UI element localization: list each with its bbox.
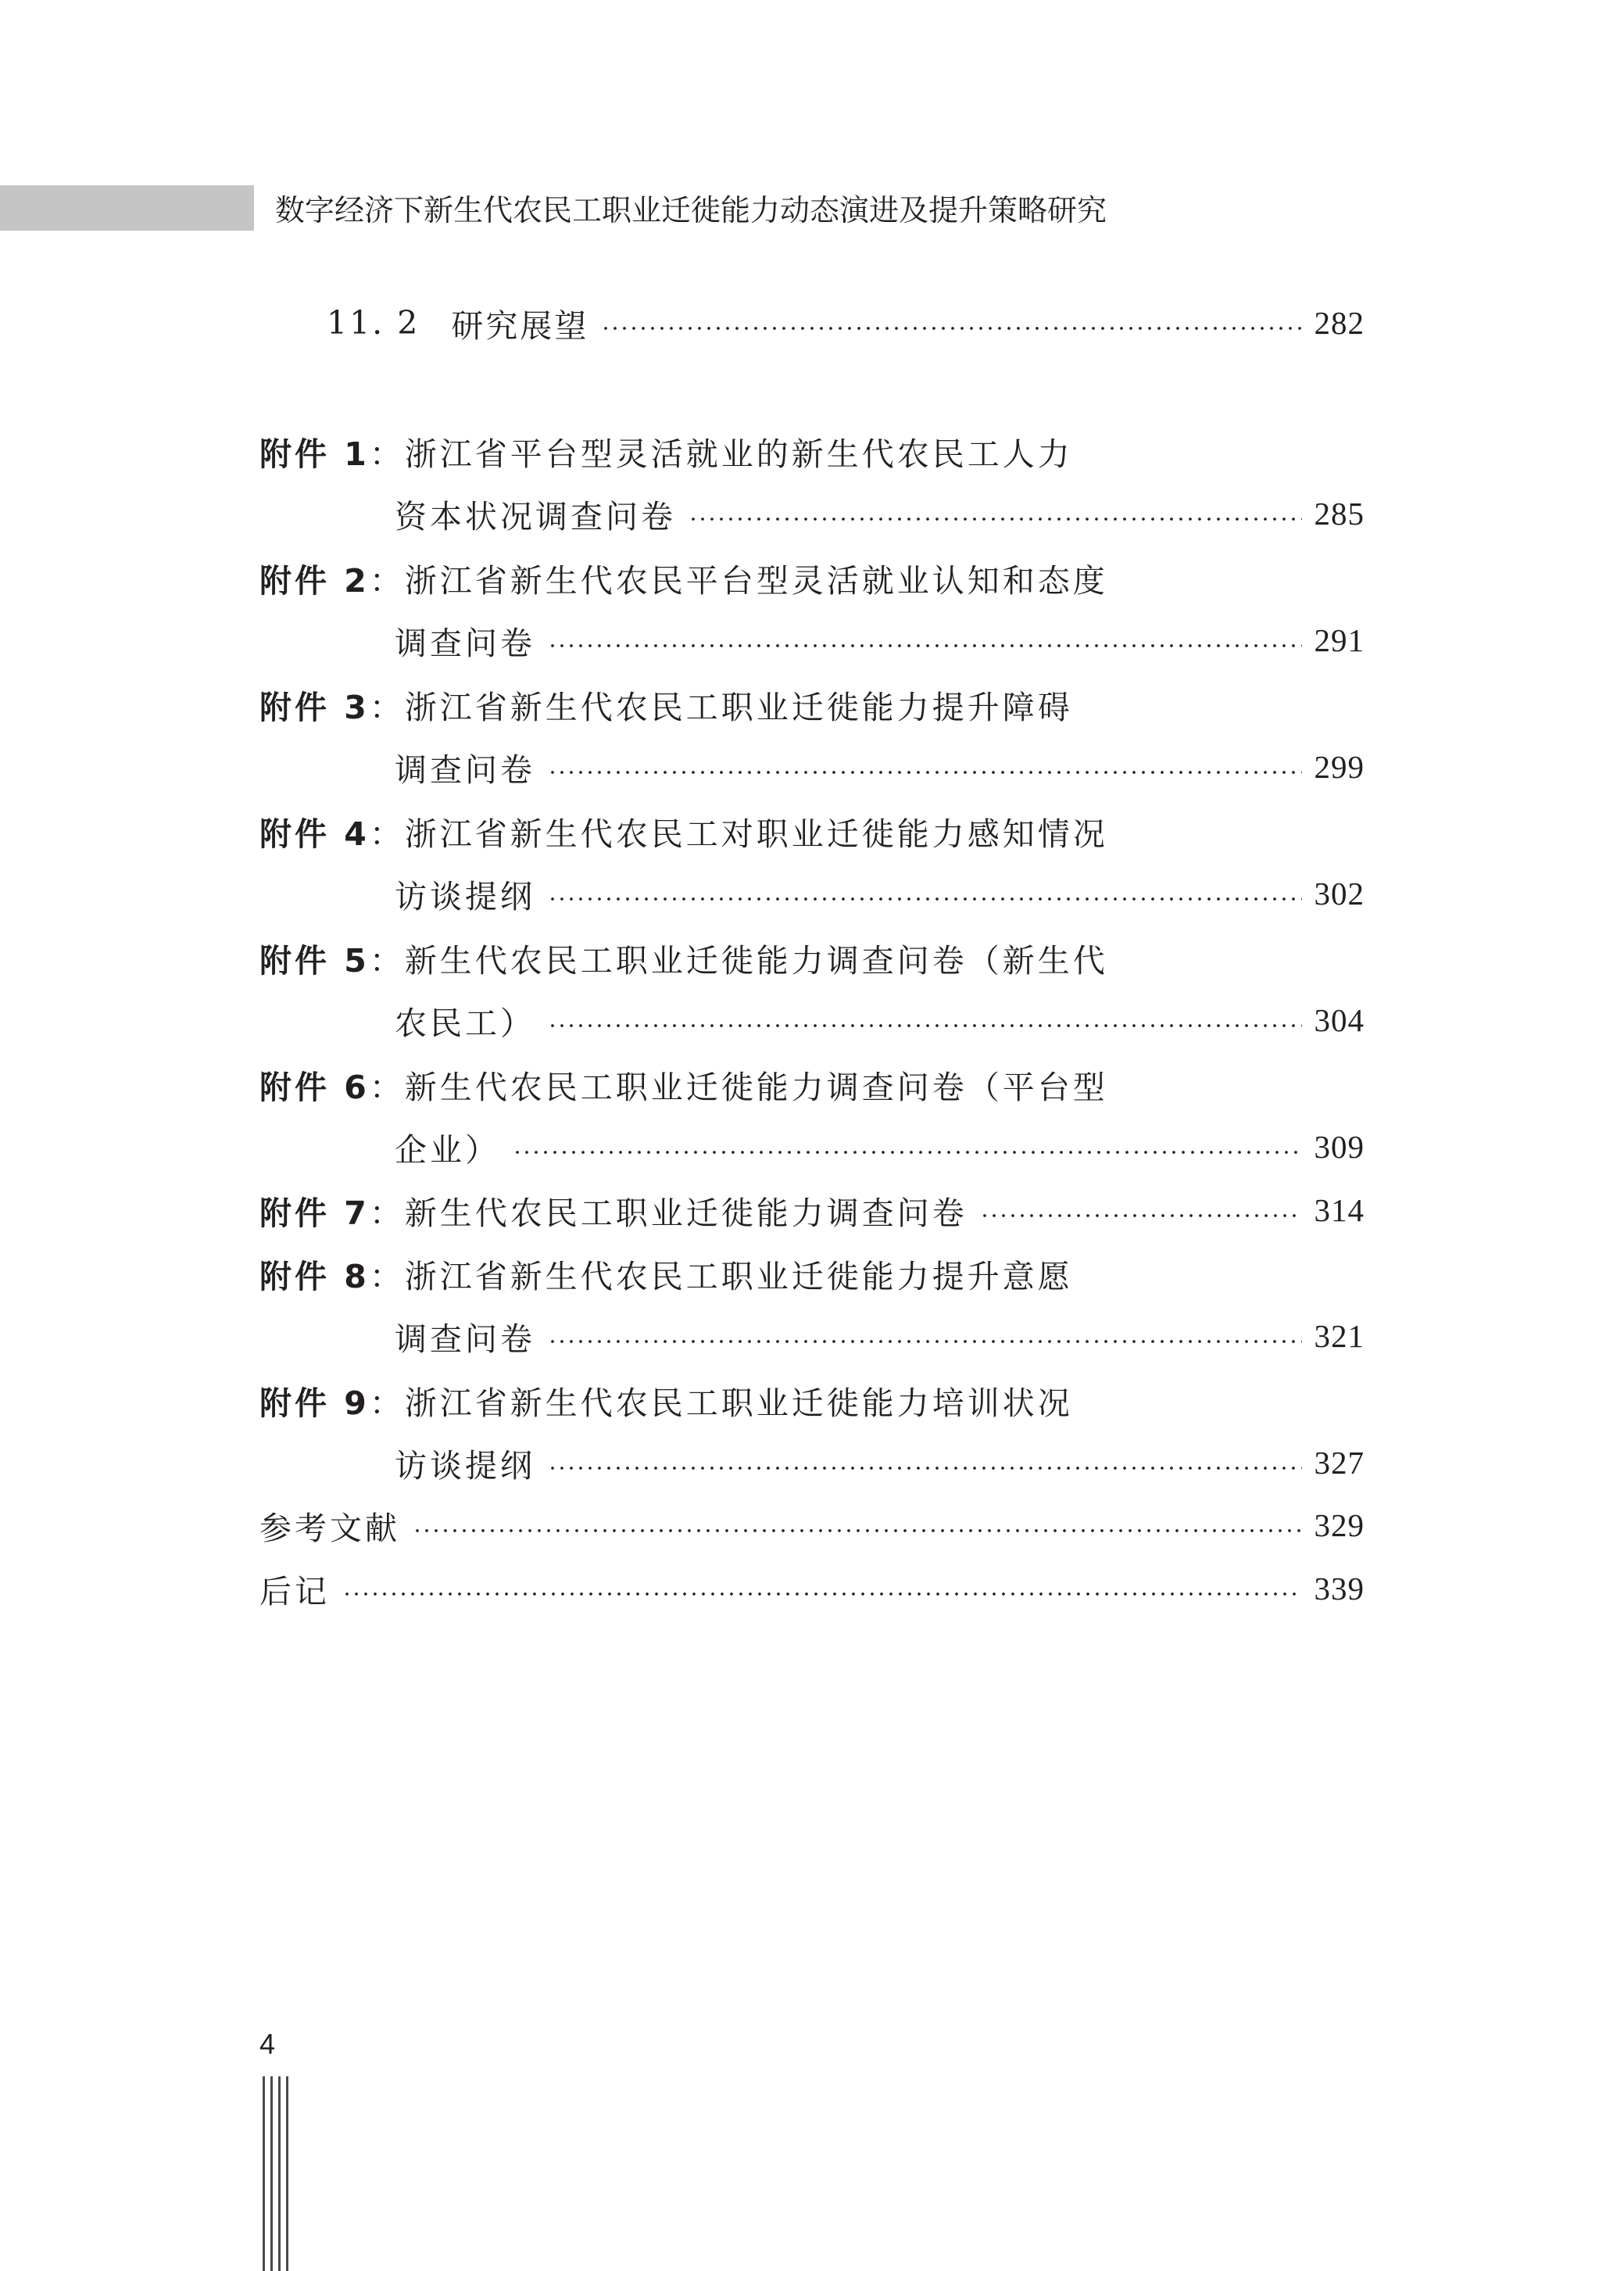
dot-leader [689, 517, 1302, 521]
toc-entry-appendix-5-line1[interactable] [259, 930, 1365, 985]
appendix-title: 新生代农民工职业迁徙能力调查问卷（新生代 [404, 941, 1108, 980]
section-number: 11. 2 [327, 304, 420, 342]
appendix-prefix: 附件 4： [259, 815, 405, 853]
appendix-title: 浙江省新生代农民工职业迁徙能力提升意愿 [404, 1257, 1073, 1295]
toc-entry-appendix-1-line1[interactable] [259, 424, 1365, 478]
dot-leader [548, 643, 1302, 648]
toc-entry-appendix-6-line1[interactable] [259, 1057, 1365, 1112]
page-folio-number: 4 [259, 2028, 276, 2060]
page-number: 304 [1314, 1002, 1365, 1038]
dot-leader [548, 1339, 1302, 1344]
appendix-title: 浙江省新生代农民平台型灵活就业认知和态度 [404, 561, 1108, 600]
appendix-title: 浙江省新生代农民工职业迁徙能力提升障碍 [404, 688, 1073, 726]
toc-entry-appendix-1-line2[interactable] [395, 486, 1365, 541]
appendix-prefix: 附件 9： [259, 1384, 405, 1422]
page-number: 291 [1314, 622, 1365, 658]
appendix-title: 浙江省新生代农民工对职业迁徙能力感知情况 [404, 815, 1108, 853]
page-number: 302 [1314, 876, 1365, 912]
toc-entry-appendix-8-line1[interactable] [259, 1246, 1365, 1301]
margin-rule [270, 2076, 273, 2271]
appendix-title-continued: 资本状况调查问卷 [395, 497, 676, 536]
appendix-title: 浙江省新生代农民工职业迁徙能力培训状况 [404, 1384, 1073, 1422]
toc-entry-section-11-2[interactable] [327, 296, 1365, 350]
dot-leader [413, 1528, 1302, 1533]
toc-entry-appendix-8-line2[interactable] [395, 1309, 1365, 1363]
appendix-title: 新生代农民工职业迁徙能力调查问卷 [404, 1194, 968, 1232]
appendix-title: 浙江省平台型灵活就业的新生代农民工人力 [404, 435, 1073, 473]
toc-entry-appendix-7[interactable] [259, 1183, 1365, 1238]
margin-rule [263, 2076, 265, 2271]
appendix-title: 新生代农民工职业迁徙能力调查问卷（平台型 [404, 1068, 1108, 1106]
section-title: 研究展望 [451, 306, 589, 345]
toc-entry-appendix-2-line1[interactable] [259, 550, 1365, 605]
page-number: 339 [1314, 1571, 1365, 1607]
toc-entry-appendix-6-line2[interactable] [395, 1119, 1365, 1174]
running-header-title: 数字经济下新生代农民工职业迁徙能力动态演进及提升策略研究 [275, 193, 1107, 227]
appendix-title-continued: 访谈提纲 [395, 1446, 535, 1485]
appendix-prefix: 附件 6： [259, 1068, 405, 1106]
page-number: 314 [1314, 1192, 1365, 1228]
margin-rule [286, 2076, 288, 2271]
appendix-title-continued: 调查问卷 [395, 750, 535, 789]
appendix-prefix: 附件 1： [259, 435, 405, 473]
page-number: 327 [1314, 1445, 1365, 1481]
toc-entry-appendix-2-line2[interactable] [395, 613, 1365, 668]
appendix-title-continued: 企业） [395, 1130, 500, 1169]
appendix-title-continued: 农民工） [395, 1004, 535, 1042]
toc-entry-appendix-3-line1[interactable] [259, 677, 1365, 732]
appendix-prefix: 附件 7： [259, 1194, 405, 1232]
dot-leader [548, 1466, 1302, 1470]
toc-entry-appendix-4-line2[interactable] [395, 866, 1365, 921]
appendix-prefix: 附件 2： [259, 561, 405, 600]
appendix-prefix: 附件 3： [259, 688, 405, 726]
appendix-prefix: 附件 5： [259, 941, 405, 980]
header-gray-bar [0, 185, 254, 231]
appendix-title-continued: 调查问卷 [395, 624, 535, 662]
appendix-prefix: 附件 8： [259, 1257, 405, 1295]
appendix-title-continued: 调查问卷 [395, 1320, 535, 1358]
toc-entry-appendix-9-line1[interactable] [259, 1373, 1365, 1427]
dot-leader [513, 1150, 1302, 1155]
page-number: 285 [1314, 496, 1365, 532]
dot-leader [548, 897, 1302, 901]
afterword-title: 后记 [259, 1572, 330, 1610]
page-number: 299 [1314, 749, 1365, 785]
toc-entry-appendix-3-line2[interactable] [395, 740, 1365, 794]
appendix-title-continued: 访谈提纲 [395, 877, 535, 915]
dot-leader [548, 770, 1302, 775]
toc-entry-references[interactable] [259, 1498, 1365, 1553]
dot-leader [548, 1023, 1302, 1028]
dot-leader [601, 326, 1301, 331]
page-number: 309 [1314, 1129, 1365, 1165]
dot-leader [342, 1592, 1302, 1596]
page-number: 321 [1314, 1318, 1365, 1354]
toc-entry-afterword[interactable] [259, 1561, 1365, 1616]
page-number: 282 [1314, 305, 1365, 341]
toc-entry-appendix-9-line2[interactable] [395, 1435, 1365, 1490]
page-number: 329 [1314, 1507, 1365, 1543]
toc-entry-appendix-5-line2[interactable] [395, 993, 1365, 1048]
dot-leader [980, 1213, 1302, 1218]
references-title: 参考文献 [259, 1509, 400, 1547]
margin-rule [278, 2076, 281, 2271]
toc-entry-appendix-4-line1[interactable] [259, 804, 1365, 858]
